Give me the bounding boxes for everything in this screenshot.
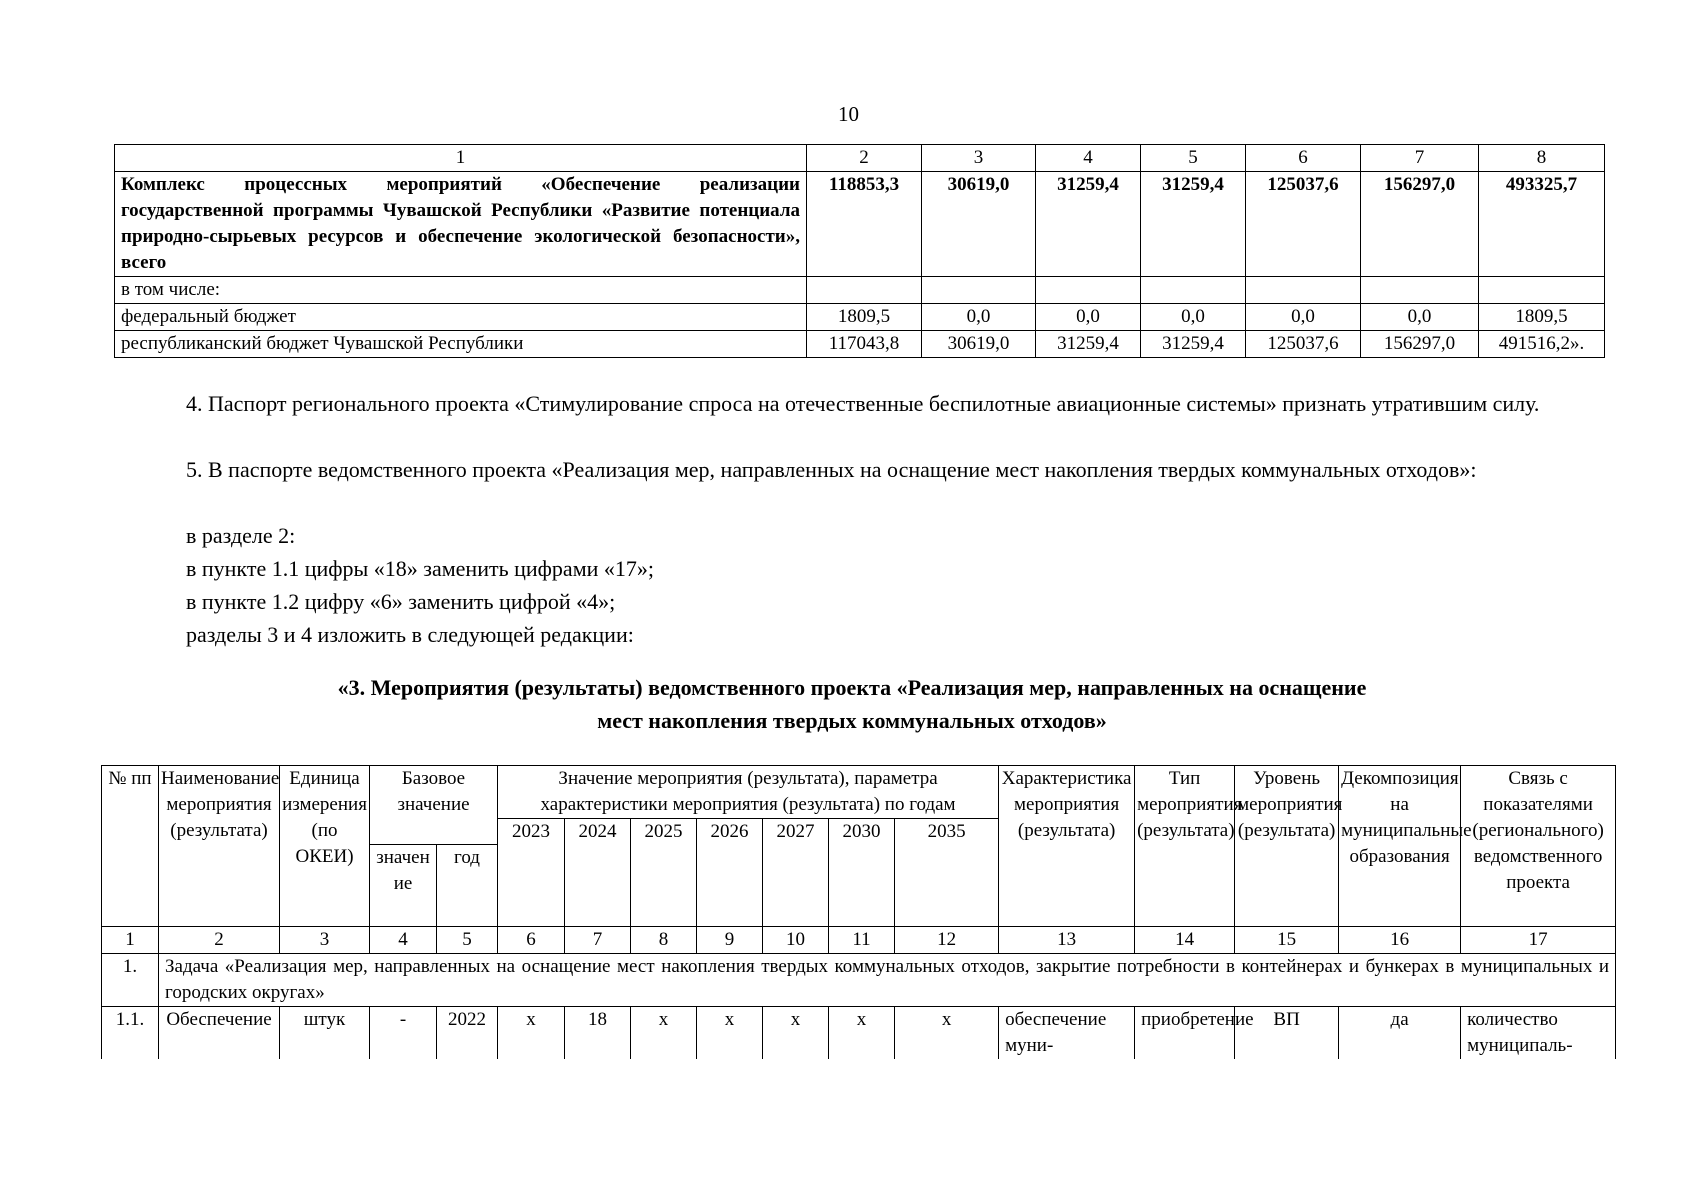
budget-value bbox=[1141, 277, 1246, 304]
page-number: 10 bbox=[838, 102, 859, 126]
budget-table bbox=[114, 144, 1605, 358]
budget-header-cell: 1 bbox=[115, 145, 807, 172]
budget-value bbox=[807, 277, 922, 304]
header-level: Уровень мероприятия (результата) bbox=[1235, 766, 1339, 927]
row-characteristic: обеспечение муни- bbox=[999, 1007, 1135, 1060]
budget-value: 31259,4 bbox=[1141, 331, 1246, 358]
header-year: 2030 bbox=[829, 819, 895, 927]
header-year: 2023 bbox=[498, 819, 565, 927]
budget-row-label: Комплекс процессных мероприятий «Обеспечение реализации государственной программы Чувашской Республики «Развитие потенциала природно-сырьевых ресурсов и обеспечение экологической безопасности», всего bbox=[115, 172, 807, 277]
budget-header-cell: 4 bbox=[1036, 145, 1141, 172]
column-number: 12 bbox=[895, 927, 999, 954]
budget-value: 118853,3 bbox=[807, 172, 922, 277]
budget-value: 30619,0 bbox=[922, 172, 1036, 277]
budget-row-label: республиканский бюджет Чувашской Республики bbox=[115, 331, 807, 358]
budget-value: 0,0 bbox=[1246, 304, 1361, 331]
column-number: 6 bbox=[498, 927, 565, 954]
header-year: 2025 bbox=[631, 819, 697, 927]
row-base-value: - bbox=[370, 1007, 437, 1060]
budget-value: 1809,5 bbox=[1479, 304, 1605, 331]
column-number: 9 bbox=[697, 927, 763, 954]
budget-value bbox=[1361, 277, 1479, 304]
header-unit: Единица измерения (по ОКЕИ) bbox=[280, 766, 370, 927]
budget-row-total bbox=[115, 172, 1605, 277]
budget-value: 1809,5 bbox=[807, 304, 922, 331]
task-row bbox=[102, 954, 1616, 1007]
row-year-value: х bbox=[697, 1007, 763, 1060]
budget-value: 0,0 bbox=[1141, 304, 1246, 331]
budget-value: 125037,6 bbox=[1246, 172, 1361, 277]
budget-row-federal bbox=[115, 304, 1605, 331]
header-base: Базовое значение bbox=[370, 766, 498, 845]
column-number: 10 bbox=[763, 927, 829, 954]
header-year: 2027 bbox=[763, 819, 829, 927]
activities-column-numbers-row bbox=[102, 927, 1616, 954]
table-row bbox=[102, 1007, 1616, 1060]
header-year: 2026 bbox=[697, 819, 763, 927]
budget-value bbox=[1479, 277, 1605, 304]
header-year: 2024 bbox=[565, 819, 631, 927]
column-number: 8 bbox=[631, 927, 697, 954]
budget-value: 0,0 bbox=[1036, 304, 1141, 331]
paragraph-5 bbox=[114, 453, 1590, 486]
budget-value: 31259,4 bbox=[1141, 172, 1246, 277]
budget-header-cell: 6 bbox=[1246, 145, 1361, 172]
budget-value: 31259,4 bbox=[1036, 172, 1141, 277]
row-link: количество муниципаль- bbox=[1461, 1007, 1616, 1060]
column-number: 14 bbox=[1135, 927, 1235, 954]
budget-value: 493325,7 bbox=[1479, 172, 1605, 277]
row-level: ВП bbox=[1235, 1007, 1339, 1060]
column-number: 16 bbox=[1339, 927, 1461, 954]
header-base-year: год bbox=[437, 845, 498, 927]
row-year-value: 18 bbox=[565, 1007, 631, 1060]
row-type: приобретение bbox=[1135, 1007, 1235, 1060]
row-decomposition: да bbox=[1339, 1007, 1461, 1060]
task-text: Задача «Реализация мер, направленных на оснащение мест накопления твердых коммунальных отходов, закрытие потребности в контейнерах и бункерах в муниципальных и городских округах» bbox=[159, 954, 1616, 1007]
budget-header-cell: 7 bbox=[1361, 145, 1479, 172]
column-number: 5 bbox=[437, 927, 498, 954]
budget-value: 0,0 bbox=[1361, 304, 1479, 331]
header-name: Наименование мероприятия (результата) bbox=[159, 766, 280, 927]
budget-row-label: федеральный бюджет bbox=[115, 304, 807, 331]
header-year: 2035 bbox=[895, 819, 999, 927]
task-num: 1. bbox=[102, 954, 159, 1007]
amendment-line: в разделе 2: bbox=[186, 523, 296, 548]
paragraph-5-text: 5. В паспорте ведомственного проекта «Реализация мер, направленных на оснащение мест накопления твердых коммунальных отходов»: bbox=[186, 457, 1477, 482]
row-year-value: х bbox=[829, 1007, 895, 1060]
budget-value bbox=[1036, 277, 1141, 304]
budget-header-cell: 8 bbox=[1479, 145, 1605, 172]
budget-header-cell: 2 bbox=[807, 145, 922, 172]
budget-value: 0,0 bbox=[922, 304, 1036, 331]
column-number: 4 bbox=[370, 927, 437, 954]
budget-value: 117043,8 bbox=[807, 331, 922, 358]
budget-value: 125037,6 bbox=[1246, 331, 1361, 358]
activities-table bbox=[101, 765, 1616, 1059]
row-unit: штук bbox=[280, 1007, 370, 1060]
column-number: 7 bbox=[565, 927, 631, 954]
row-year-value: х bbox=[895, 1007, 999, 1060]
column-number: 15 bbox=[1235, 927, 1339, 954]
budget-row-label: в том числе: bbox=[115, 277, 807, 304]
amendment-line: в пункте 1.1 цифры «18» заменить цифрами «17»; bbox=[186, 556, 655, 581]
header-decomposition: Декомпозиция на муниципальные образования bbox=[1339, 766, 1461, 927]
column-number: 2 bbox=[159, 927, 280, 954]
column-number: 3 bbox=[280, 927, 370, 954]
row-year-value: х bbox=[763, 1007, 829, 1060]
header-values-group: Значение мероприятия (результата), параметра характеристики мероприятия (результата) по годам bbox=[498, 766, 999, 819]
header-num: № пп bbox=[102, 766, 159, 927]
budget-value bbox=[1246, 277, 1361, 304]
section-heading-line: мест накопления твердых коммунальных отходов» bbox=[597, 708, 1107, 733]
row-year-value: х bbox=[631, 1007, 697, 1060]
budget-header-cell: 5 bbox=[1141, 145, 1246, 172]
budget-value: 491516,2». bbox=[1479, 331, 1605, 358]
row-base-year: 2022 bbox=[437, 1007, 498, 1060]
column-number: 13 bbox=[999, 927, 1135, 954]
amendment-line: в пункте 1.2 цифру «6» заменить цифрой «4»; bbox=[186, 589, 616, 614]
column-number: 1 bbox=[102, 927, 159, 954]
header-link: Связь с показателями (регионального) ведомственного проекта bbox=[1461, 766, 1616, 927]
paragraph-4-text: 4. Паспорт регионального проекта «Стимулирование спроса на отечественные беспилотные авиационные системы» признать утратившим силу. bbox=[186, 391, 1540, 416]
column-number: 11 bbox=[829, 927, 895, 954]
header-base-value: значение bbox=[370, 845, 437, 927]
activities-header-row bbox=[102, 766, 1616, 819]
section-heading-line: «3. Мероприятия (результаты) ведомственного проекта «Реализация мер, направленных на оснащение bbox=[337, 675, 1367, 700]
header-type: Тип мероприятия (результата) bbox=[1135, 766, 1235, 927]
budget-row-republican bbox=[115, 331, 1605, 358]
budget-value: 156297,0 bbox=[1361, 331, 1479, 358]
budget-value bbox=[922, 277, 1036, 304]
row-year-value: х bbox=[498, 1007, 565, 1060]
header-characteristic: Характеристика мероприятия (результата) bbox=[999, 766, 1135, 927]
row-name: Обеспечение bbox=[159, 1007, 280, 1060]
budget-value: 156297,0 bbox=[1361, 172, 1479, 277]
paragraph-4 bbox=[114, 387, 1590, 420]
section-heading bbox=[114, 671, 1590, 737]
budget-value: 30619,0 bbox=[922, 331, 1036, 358]
amendment-line: разделы 3 и 4 изложить в следующей редакции: bbox=[186, 622, 634, 647]
row-num: 1.1. bbox=[102, 1007, 159, 1060]
budget-value: 31259,4 bbox=[1036, 331, 1141, 358]
budget-table-header-row bbox=[115, 145, 1605, 172]
budget-header-cell: 3 bbox=[922, 145, 1036, 172]
column-number: 17 bbox=[1461, 927, 1616, 954]
budget-row-including bbox=[115, 277, 1605, 304]
